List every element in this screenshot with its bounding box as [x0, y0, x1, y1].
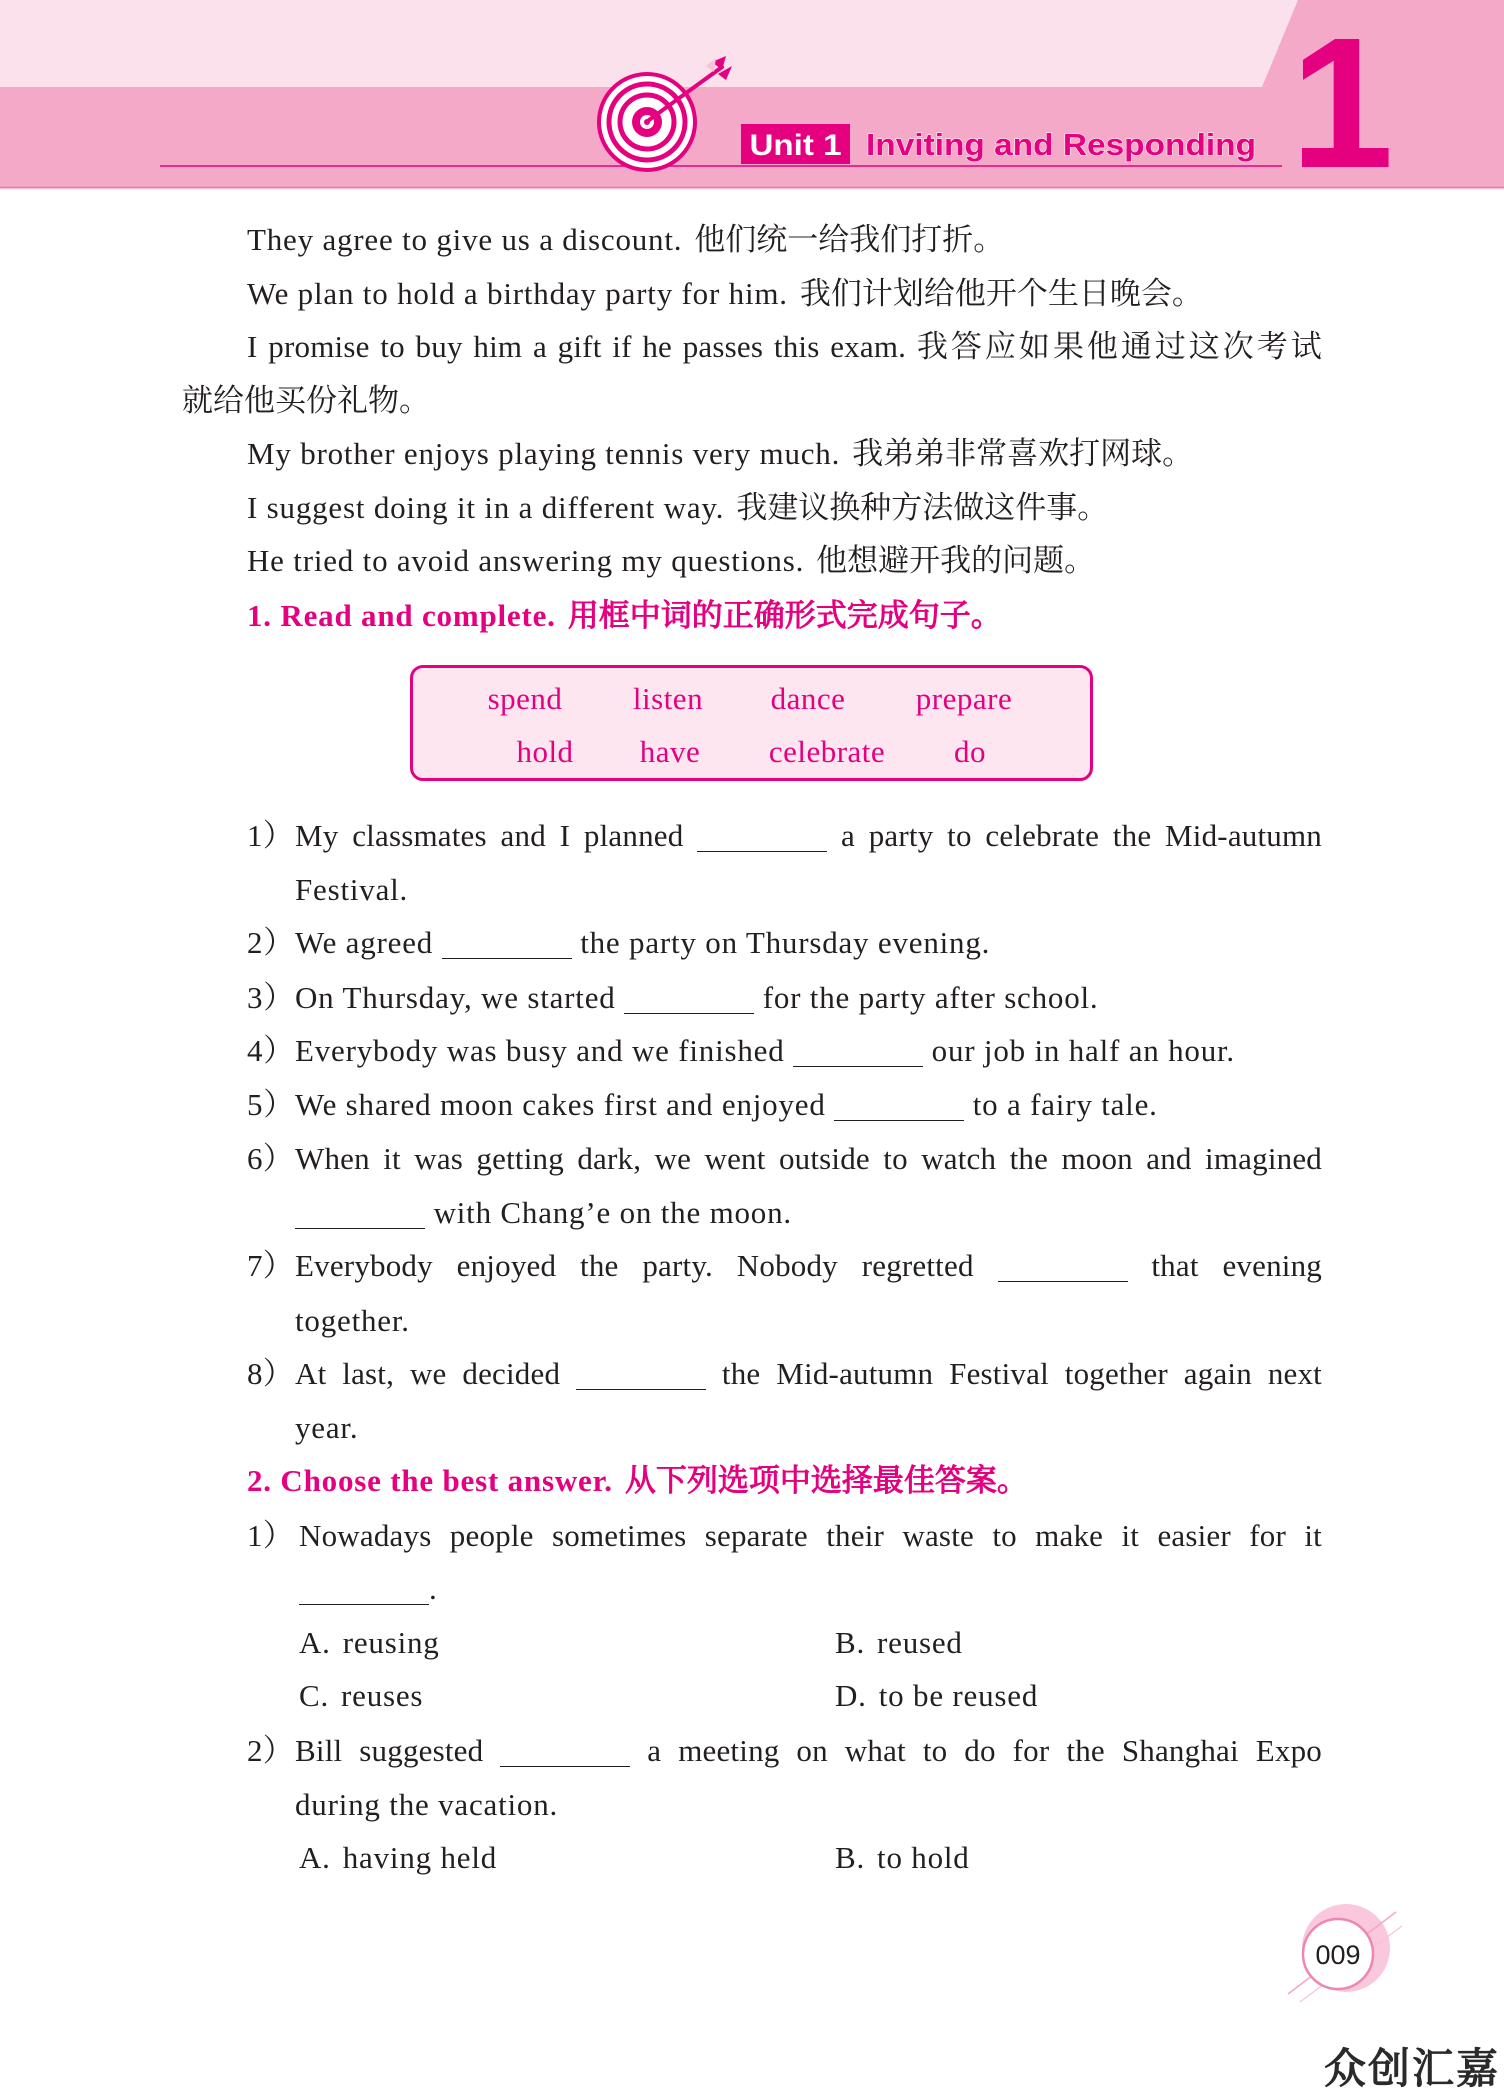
answer-blank: [793, 1036, 923, 1067]
section-1-heading: [247, 596, 1002, 636]
exercise-item-2: [247, 923, 990, 963]
example-zh: 我答应如果他通过这次考试: [916, 329, 1322, 364]
exercise-item-6: [247, 1139, 1322, 1179]
example-en: They agree to give us a discount.: [247, 222, 683, 257]
exercise-item-4: [247, 1031, 1235, 1071]
page-number-badge: [1270, 1890, 1410, 2020]
section-title-en: Choose the best answer.: [280, 1463, 613, 1498]
example-sentence-6: [247, 541, 1095, 581]
item-text: for the party after school.: [762, 980, 1099, 1015]
item-text: that evening: [1151, 1248, 1322, 1283]
question-text: Nowadays people sometimes separate their waste to make it easier for it: [299, 1518, 1322, 1553]
option-label: C.: [299, 1678, 330, 1713]
option-label: A.: [299, 1840, 331, 1875]
option-text: to be reused: [878, 1678, 1039, 1713]
item-number: 4）: [247, 1033, 296, 1068]
watermark: 众创汇嘉: [1323, 2044, 1500, 2093]
item-text: On Thursday, we started: [295, 980, 616, 1015]
option-label: B.: [835, 1840, 866, 1875]
example-en: We plan to hold a birthday party for him.: [247, 276, 788, 311]
exercise-item-8: [247, 1354, 1322, 1394]
exercise-item-7-continued: [295, 1301, 410, 1341]
example-sentence-1: [247, 220, 1004, 260]
item-text: together.: [295, 1303, 410, 1338]
answer-blank: [834, 1090, 964, 1121]
answer-blank: [624, 983, 754, 1014]
word-box-item: listen: [632, 681, 704, 716]
word-box-item: have: [639, 734, 701, 769]
item-text: We shared moon cakes first and enjoyed: [295, 1087, 826, 1122]
example-en: My brother enjoys playing tennis very much.: [247, 436, 841, 471]
section-2-heading: [247, 1461, 1028, 1501]
example-sentence-3: [247, 327, 1322, 367]
item-text: with Chang’e on the moon.: [433, 1195, 792, 1230]
item-text: the Mid-autumn Festival together again next: [721, 1356, 1322, 1391]
option-c: [299, 1676, 423, 1716]
answer-blank: [295, 1198, 425, 1229]
option-d: [835, 1676, 1038, 1716]
question-text: a meeting on what to do for the Shanghai Expo: [647, 1733, 1322, 1768]
item-text: My classmates and I planned: [295, 818, 684, 853]
option-text: reuses: [341, 1678, 424, 1713]
word-box-item: celebrate: [768, 734, 886, 769]
option-b: [835, 1838, 970, 1878]
example-zh: 他们统一给我们打折。: [694, 222, 1005, 257]
item-text: Everybody enjoyed the party. Nobody regretted: [295, 1248, 974, 1283]
option-text: having held: [342, 1840, 498, 1875]
option-a: [299, 1623, 440, 1663]
item-number: 8）: [247, 1356, 294, 1391]
word-box-item: prepare: [915, 681, 1013, 716]
option-b: [835, 1623, 963, 1663]
unit-header: [0, 0, 1504, 190]
item-number: 1）: [247, 1518, 294, 1553]
word-box-item: do: [954, 734, 986, 769]
item-text: Festival.: [295, 872, 409, 907]
item-number: 7）: [247, 1248, 294, 1283]
item-text: Everybody was busy and we finished: [295, 1033, 785, 1068]
word-box: [410, 665, 1093, 781]
section-number: 2.: [247, 1463, 272, 1498]
item-number: 6）: [247, 1141, 294, 1176]
exercise-item-6-continued: [295, 1193, 792, 1233]
example-sentence-5: [247, 488, 1108, 528]
question-text: during the vacation.: [295, 1787, 559, 1822]
word-box-item: dance: [770, 681, 846, 716]
option-label: B.: [835, 1625, 866, 1660]
question-text: .: [429, 1571, 438, 1606]
unit-label: Unit 1: [749, 129, 842, 162]
answer-blank: [697, 821, 827, 852]
option-label: D.: [835, 1678, 867, 1713]
item-text: year.: [295, 1410, 359, 1445]
word-box-item: spend: [487, 681, 563, 716]
example-en: I promise to buy him a gift if he passes this exam.: [247, 329, 907, 364]
option-text: reusing: [342, 1625, 440, 1660]
item-number: 2）: [247, 1733, 294, 1768]
example-zh: 我弟弟非常喜欢打网球。: [852, 436, 1194, 471]
option-a: [299, 1838, 497, 1878]
answer-blank: [576, 1359, 706, 1390]
item-number: 2）: [247, 925, 296, 960]
example-sentence-2: [247, 274, 1203, 314]
exercise-item-1: [247, 816, 1322, 856]
item-text: the party on Thursday evening.: [580, 925, 991, 960]
question-text: Bill suggested: [295, 1733, 484, 1768]
item-number: 1）: [247, 818, 294, 853]
exercise-item-1-continued: [295, 870, 408, 910]
exercise-item-8-continued: [295, 1408, 358, 1448]
question-2: [247, 1731, 1322, 1771]
exercise-item-3: [247, 978, 1098, 1018]
section-title-zh: 从下列选项中选择最佳答案。: [624, 1463, 1028, 1499]
item-text: When it was getting dark, we went outside to watch the moon and imagined: [295, 1141, 1322, 1176]
example-zh: 我们计划给他开个生日晚会。: [799, 276, 1203, 311]
example-en: He tried to avoid answering my questions.: [247, 543, 805, 578]
item-text: our job in half an hour.: [931, 1033, 1235, 1068]
example-en: I suggest doing it in a different way.: [247, 490, 725, 525]
question-2-continued: [295, 1785, 558, 1825]
question-1-continued: [299, 1569, 438, 1609]
example-zh: 我建议换种方法做这件事。: [736, 490, 1109, 525]
item-number: 5）: [247, 1087, 296, 1122]
item-text: At last, we decided: [295, 1356, 561, 1391]
page-number: 009: [1315, 1940, 1361, 1970]
exercise-item-5: [247, 1085, 1158, 1125]
exercise-item-7: [247, 1246, 1322, 1286]
word-box-item: hold: [516, 734, 574, 769]
question-1: [247, 1516, 1322, 1556]
unit-number: 1: [1290, 0, 1394, 190]
option-text: to hold: [877, 1840, 970, 1875]
example-zh: 他想避开我的问题。: [816, 543, 1096, 578]
item-text: to a fairy tale.: [972, 1087, 1158, 1122]
item-number: 3）: [247, 980, 296, 1015]
unit-title: Inviting and Responding: [866, 127, 1256, 162]
answer-blank: [998, 1251, 1128, 1282]
answer-blank: [299, 1574, 429, 1605]
example-zh: 就给他买份礼物。: [182, 383, 430, 418]
option-text: reused: [877, 1625, 963, 1660]
item-text: a party to celebrate the Mid-autumn: [840, 818, 1322, 853]
answer-blank: [442, 928, 572, 959]
example-sentence-4: [247, 434, 1193, 474]
answer-blank: [500, 1736, 630, 1767]
example-sentence-3-continued: [182, 381, 430, 421]
item-text: We agreed: [295, 925, 434, 960]
section-title-en: Read and complete.: [280, 598, 556, 633]
option-label: A.: [299, 1625, 331, 1660]
section-title-zh: 用框中词的正确形式完成句子。: [567, 598, 1002, 634]
section-number: 1.: [247, 598, 272, 633]
